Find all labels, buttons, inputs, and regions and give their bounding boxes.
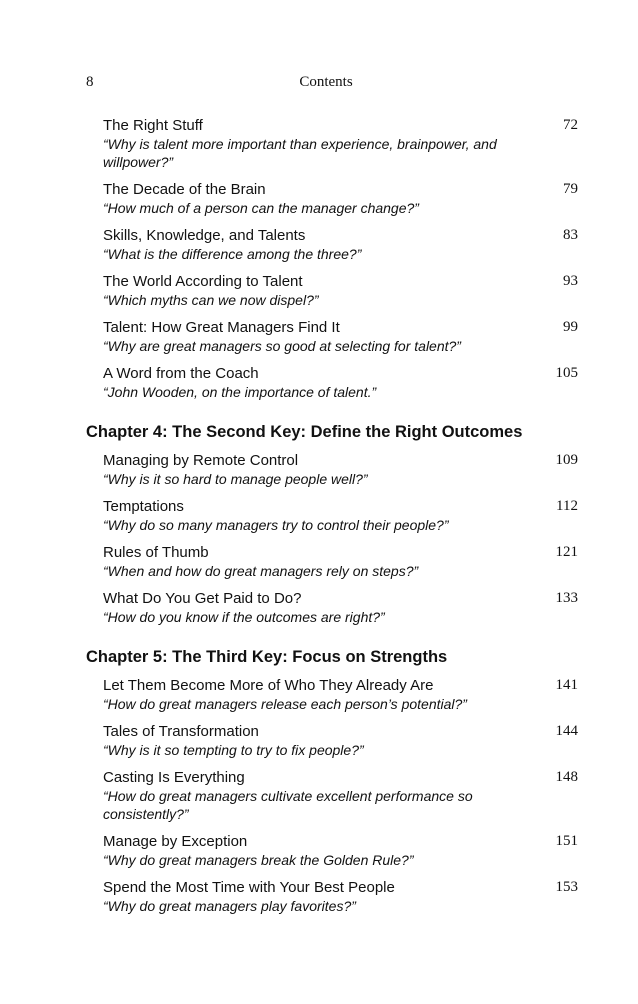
entry-page-number: 109 (555, 452, 578, 468)
running-head (86, 74, 566, 96)
entry-subtitle: “Why do so many managers try to control their people?” (103, 517, 449, 533)
entry-title: A Word from the Coach (103, 365, 259, 382)
toc-entry (86, 832, 578, 869)
entry-page-number: 83 (563, 227, 578, 243)
toc-entry (86, 722, 578, 759)
entry-page-number: 93 (563, 273, 578, 289)
entry-title: Casting Is Everything (103, 769, 245, 786)
entry-subtitle: “How do great managers release each person’s potential?” (103, 696, 467, 712)
toc-entry (86, 497, 578, 534)
toc-entry (86, 116, 578, 171)
toc-entry (86, 364, 578, 401)
toc-entry (86, 676, 578, 713)
entry-page-number: 144 (555, 723, 578, 739)
entry-subtitle: “Why is it so tempting to try to fix people?” (103, 742, 364, 758)
toc-entry (86, 768, 578, 823)
toc-entry (86, 589, 578, 626)
entry-title: Rules of Thumb (103, 544, 209, 561)
entry-page-number: 99 (563, 319, 578, 335)
toc-entry (86, 272, 578, 309)
entry-subtitle: “How do you know if the outcomes are right?” (103, 609, 385, 625)
entry-subtitle: “When and how do great managers rely on steps?” (103, 563, 419, 579)
entry-page-number: 148 (555, 769, 578, 785)
entry-title: Spend the Most Time with Your Best People (103, 879, 395, 896)
toc-entry (86, 226, 578, 263)
entry-subtitle: “Why are great managers so good at selecting for talent?” (103, 338, 461, 354)
page-number: 8 (86, 74, 94, 90)
entry-title: Temptations (103, 498, 184, 515)
entry-page-number: 112 (556, 498, 578, 514)
entry-page-number: 133 (555, 590, 578, 606)
toc-entry (86, 543, 578, 580)
entry-title: The Right Stuff (103, 117, 203, 134)
entry-title: Managing by Remote Control (103, 452, 299, 469)
entry-subtitle: “Why is it so hard to manage people well?” (103, 471, 368, 487)
entry-title: What Do You Get Paid to Do? (103, 590, 302, 607)
entry-title: Let Them Become More of Who They Already Are (103, 677, 434, 694)
toc-entry (86, 878, 578, 915)
entry-subtitle: “Why do great managers play favorites?” (103, 898, 356, 914)
toc-entry (86, 180, 578, 217)
running-head-title: Contents (299, 74, 353, 90)
entry-subtitle: “Why do great managers break the Golden Rule?” (103, 852, 414, 868)
toc-entry (86, 451, 578, 488)
entry-title: The Decade of the Brain (103, 181, 266, 198)
entry-title: The World According to Talent (103, 273, 303, 290)
chapter-heading: Chapter 5: The Third Key: Focus on Strengths (86, 648, 448, 666)
entry-page-number: 153 (555, 879, 578, 895)
entry-page-number: 105 (555, 365, 578, 381)
table-of-contents (86, 116, 578, 924)
toc-entry (86, 318, 578, 355)
entry-subtitle: “Why is talent more important than experience, brainpower, and willpower?” (103, 136, 497, 170)
entry-page-number: 151 (555, 833, 578, 849)
entry-subtitle: “John Wooden, on the importance of talent.” (103, 384, 377, 400)
entry-subtitle: “What is the difference among the three?” (103, 246, 362, 262)
entry-title: Skills, Knowledge, and Talents (103, 227, 306, 244)
entry-title: Tales of Transformation (103, 723, 259, 740)
entry-title: Talent: How Great Managers Find It (103, 319, 340, 336)
entry-title: Manage by Exception (103, 833, 248, 850)
entry-page-number: 141 (555, 677, 578, 693)
entry-page-number: 79 (563, 181, 578, 197)
entry-subtitle: “How much of a person can the manager change?” (103, 200, 419, 216)
entry-page-number: 72 (563, 117, 578, 133)
entry-subtitle: “Which myths can we now dispel?” (103, 292, 319, 308)
chapter-heading: Chapter 4: The Second Key: Define the Right Outcomes (86, 423, 523, 441)
entry-subtitle: “How do great managers cultivate excellent performance so consistently?” (103, 788, 473, 822)
entry-page-number: 121 (555, 544, 578, 560)
